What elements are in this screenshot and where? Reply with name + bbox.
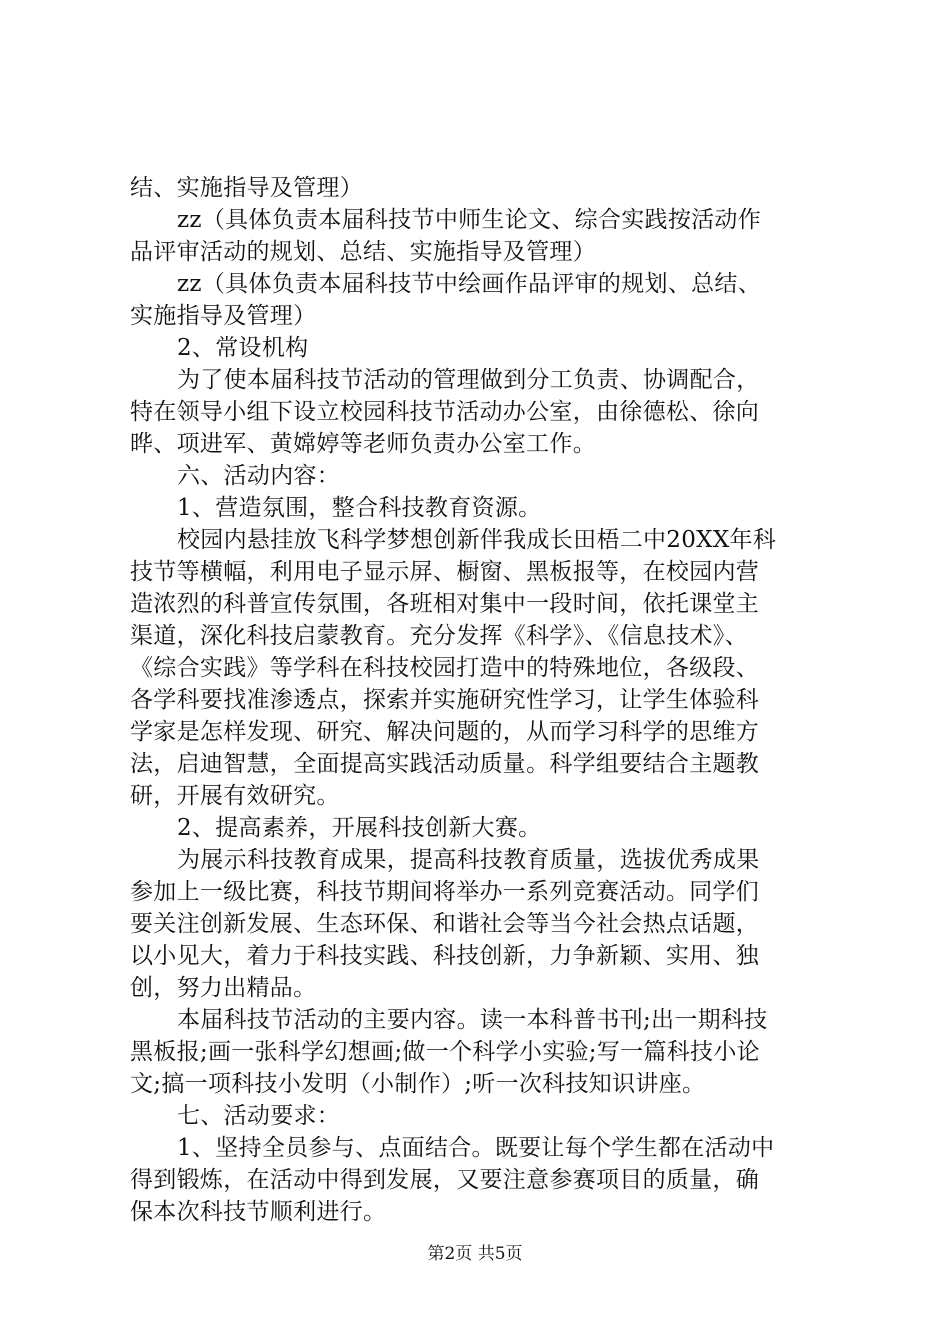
- text-line: 各学科要找准渗透点，探索并实施研究性学习，让学生体验科: [130, 687, 760, 713]
- text-line: 保本次科技节顺利进行。: [130, 1199, 387, 1225]
- text-line: 校园内悬挂放飞科学梦想创新伴我成长田梧二中20XX年科: [177, 527, 777, 553]
- section-heading: 2、常设机构: [177, 335, 309, 361]
- text-line: 黑板报;画一张科学幻想画;做一个科学小实验;写一篇科技小论: [130, 1039, 760, 1065]
- text-line: 实施指导及管理）: [130, 303, 317, 329]
- section-heading: 1、营造氛围，整合科技教育资源。: [177, 495, 542, 521]
- page-total: 共5页: [477, 1244, 523, 1264]
- text-line: 晔、项进军、黄嫦婷等老师负责办公室工作。: [130, 431, 596, 457]
- page-footer: [0, 1242, 950, 1266]
- text-line: zz（具体负责本届科技节中师生论文、综合实践按活动作: [177, 207, 762, 233]
- text-line: 为展示科技教育成果，提高科技教育质量，选拔优秀成果: [177, 847, 760, 873]
- text-line: 法，启迪智慧，全面提高实践活动质量。科学组要结合主题教: [130, 751, 760, 777]
- section-heading: 2、提高素养，开展科技创新大赛。: [177, 815, 542, 841]
- document-body: [130, 172, 830, 1228]
- text-line: 1、坚持全员参与、点面结合。既要让每个学生都在活动中: [177, 1135, 775, 1161]
- text-line: 本届科技节活动的主要内容。读一本科普书刊;出一期科技: [177, 1007, 768, 1033]
- text-line: 学家是怎样发现、研究、解决问题的，从而学习科学的思维方: [130, 719, 760, 745]
- section-heading: 七、活动要求：: [177, 1103, 341, 1129]
- text-line: 技节等横幅，利用电子显示屏、橱窗、黑板报等，在校园内营: [130, 559, 760, 585]
- text-line: 结、实施指导及管理）: [130, 175, 363, 201]
- text-line: 参加上一级比赛，科技节期间将举办一系列竞赛活动。同学们: [130, 879, 760, 905]
- text-line: 研，开展有效研究。: [130, 783, 340, 809]
- text-line: 要关注创新发展、生态环保、和谐社会等当今社会热点话题，: [130, 911, 760, 937]
- text-line: 渠道，深化科技启蒙教育。充分发挥《科学》、《信息技术》、: [130, 623, 748, 649]
- text-line: 得到锻炼，在活动中得到发展，又要注意参赛项目的质量，确: [130, 1167, 760, 1193]
- text-line: 特在领导小组下设立校园科技节活动办公室，由徐德松、徐向: [130, 399, 760, 425]
- page-number: 第2页: [427, 1244, 473, 1264]
- text-line: 《综合实践》等学科在科技校园打造中的特殊地位，各级段、: [130, 655, 760, 681]
- section-heading: 六、活动内容：: [177, 463, 341, 489]
- text-line: 文;搞一项科技小发明（小制作）;听一次科技知识讲座。: [130, 1071, 706, 1097]
- text-line: zz（具体负责本届科技节中绘画作品评审的规划、总结、: [177, 271, 762, 297]
- text-line: 以小见大，着力于科技实践、科技创新，力争新颖、实用、独: [130, 943, 760, 969]
- text-line: 造浓烈的科普宣传氛围，各班相对集中一段时间，依托课堂主: [130, 591, 760, 617]
- text-line: 为了使本届科技节活动的管理做到分工负责、协调配合，: [177, 367, 760, 393]
- text-line: 品评审活动的规划、总结、实施指导及管理）: [130, 239, 596, 265]
- text-line: 创，努力出精品。: [130, 975, 317, 1001]
